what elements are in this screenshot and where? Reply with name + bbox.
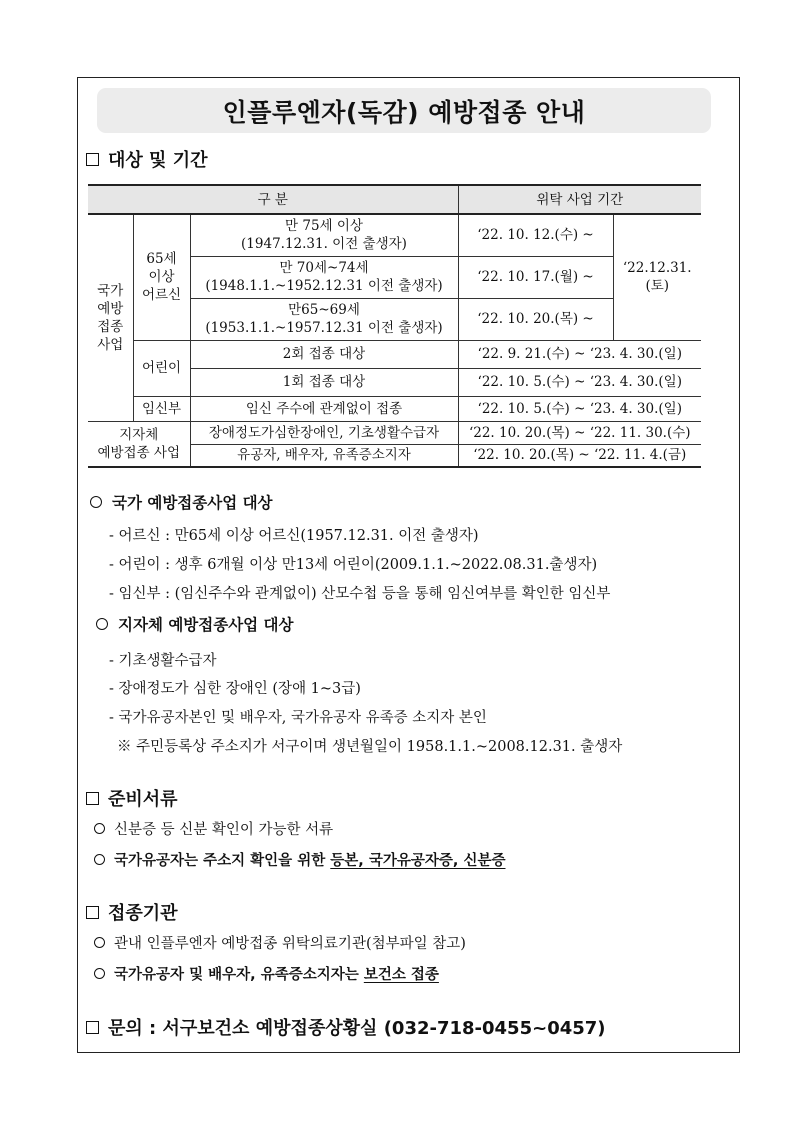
child-label: 어린이 (133, 340, 190, 396)
elderly-75-start: ‘22. 10. 12.(수) ~ (458, 214, 613, 256)
page-title: 인플루엔자(독감) 예방접종 안내 (97, 88, 711, 133)
documents-item-2: 국가유공자는 주소지 확인을 위한 등본, 국가유공자증, 신분증 (94, 849, 506, 870)
table-row (88, 340, 701, 368)
elderly-end-date: ‘22.12.31. (토) (613, 214, 701, 340)
header-period: 위탁 사업 기간 (458, 185, 701, 214)
elderly-75-desc: 만 75세 이상 (1947.12.31. 이전 출생자) (190, 214, 458, 256)
checkbox-square-icon (86, 792, 99, 805)
child-1dose-period: ‘22. 10. 5.(수) ~ ‘23. 4. 30.(일) (458, 368, 701, 396)
national-target-heading: 국가 예방접종사업 대상 (90, 491, 273, 513)
elderly-65-start: ‘22. 10. 20.(목) ~ (458, 298, 613, 340)
contact-info: 문의 : 서구보건소 예방접종상황실 (032-718-0455~0457) (108, 1018, 606, 1039)
child-2dose-desc: 2회 접종 대상 (190, 340, 458, 368)
national-target-item: - 임신부 : (임신주수와 관계없이) 산모수첩 등을 통해 임신여부를 확인한 임신부 (109, 586, 611, 602)
circle-bullet-icon (96, 618, 108, 630)
checkbox-square-icon (86, 906, 99, 919)
table-row (88, 421, 701, 444)
section-institution: 접종기관 (86, 899, 178, 925)
elderly-70-desc: 만 70세~74세 (1948.1.1.~1952.12.31 이전 출생자) (190, 256, 458, 298)
institution-item-1: 관내 인플루엔자 예방접종 위탁의료기관(첨부파일 참고) (94, 932, 466, 953)
header-category: 구 분 (88, 185, 458, 214)
local-target-heading: 지자체 예방접종사업 대상 (96, 613, 294, 635)
circle-bullet-icon (94, 968, 105, 979)
section-target (86, 146, 207, 172)
national-program-label: 국가 예방 접종 사업 (88, 214, 133, 421)
table-row (88, 214, 701, 256)
child-1dose-desc: 1회 접종 대상 (190, 368, 458, 396)
institution-health-center: 보건소 접종 (363, 967, 439, 983)
documents-required-list: 등본, 국가유공자증, 신분증 (330, 853, 506, 869)
local-target-note: ※ 주민등록상 주소지가 서구이며 생년월일이 1958.1.1.~2008.12.31. 출생자 (117, 739, 623, 755)
child-2dose-period: ‘22. 9. 21.(수) ~ ‘23. 4. 30.(일) (458, 340, 701, 368)
elderly-70-start: ‘22. 10. 17.(월) ~ (458, 256, 613, 298)
pregnant-period: ‘22. 10. 5.(수) ~ ‘23. 4. 30.(일) (458, 396, 701, 421)
schedule-table (88, 184, 701, 468)
national-target-item: - 어린이 : 생후 6개월 이상 만13세 어린이(2009.1.1.~2022.08.31.출생자) (109, 557, 598, 573)
local-disabled-desc: 장애정도가심한장애인, 기초생활수급자 (190, 421, 458, 444)
circle-bullet-icon (94, 937, 105, 948)
pregnant-label: 임신부 (133, 396, 190, 421)
local-veteran-desc: 유공자, 배우자, 유족증소지자 (190, 444, 458, 467)
circle-bullet-icon (94, 854, 105, 865)
circle-bullet-icon (94, 823, 105, 834)
local-disabled-period: ‘22. 10. 20.(목) ~ ‘22. 11. 30.(수) (458, 421, 701, 444)
section-target-label: 대상 및 기간 (108, 150, 208, 171)
local-target-item: - 기초생활수급자 (109, 653, 217, 669)
elderly-label: 65세 이상 어르신 (133, 214, 190, 340)
section-documents: 준비서류 (86, 785, 178, 811)
pregnant-desc: 임신 주수에 관계없이 접종 (190, 396, 458, 421)
table-row (88, 396, 701, 421)
checkbox-square-icon (86, 1021, 99, 1034)
section-contact (86, 1014, 606, 1040)
local-target-item: - 장애정도가 심한 장애인 (장애 1~3급) (109, 681, 361, 697)
elderly-65-desc: 만65~69세 (1953.1.1.~1957.12.31 이전 출생자) (190, 298, 458, 340)
documents-item-1: 신분증 등 신분 확인이 가능한 서류 (94, 818, 333, 839)
local-veteran-period: ‘22. 10. 20.(목) ~ ‘22. 11. 4.(금) (458, 444, 701, 467)
institution-item-2: 국가유공자 및 배우자, 유족증소지자는 보건소 접종 (94, 963, 439, 984)
circle-bullet-icon (90, 496, 102, 508)
local-target-item: - 국가유공자본인 및 배우자, 국가유공자 유족증 소지자 본인 (109, 710, 487, 726)
table-header-row (88, 185, 701, 214)
local-program-label: 지자체 예방접종 사업 (88, 421, 190, 467)
checkbox-square-icon (86, 153, 99, 166)
national-target-item: - 어르신 : 만65세 이상 어르신(1957.12.31. 이전 출생자) (109, 528, 479, 544)
